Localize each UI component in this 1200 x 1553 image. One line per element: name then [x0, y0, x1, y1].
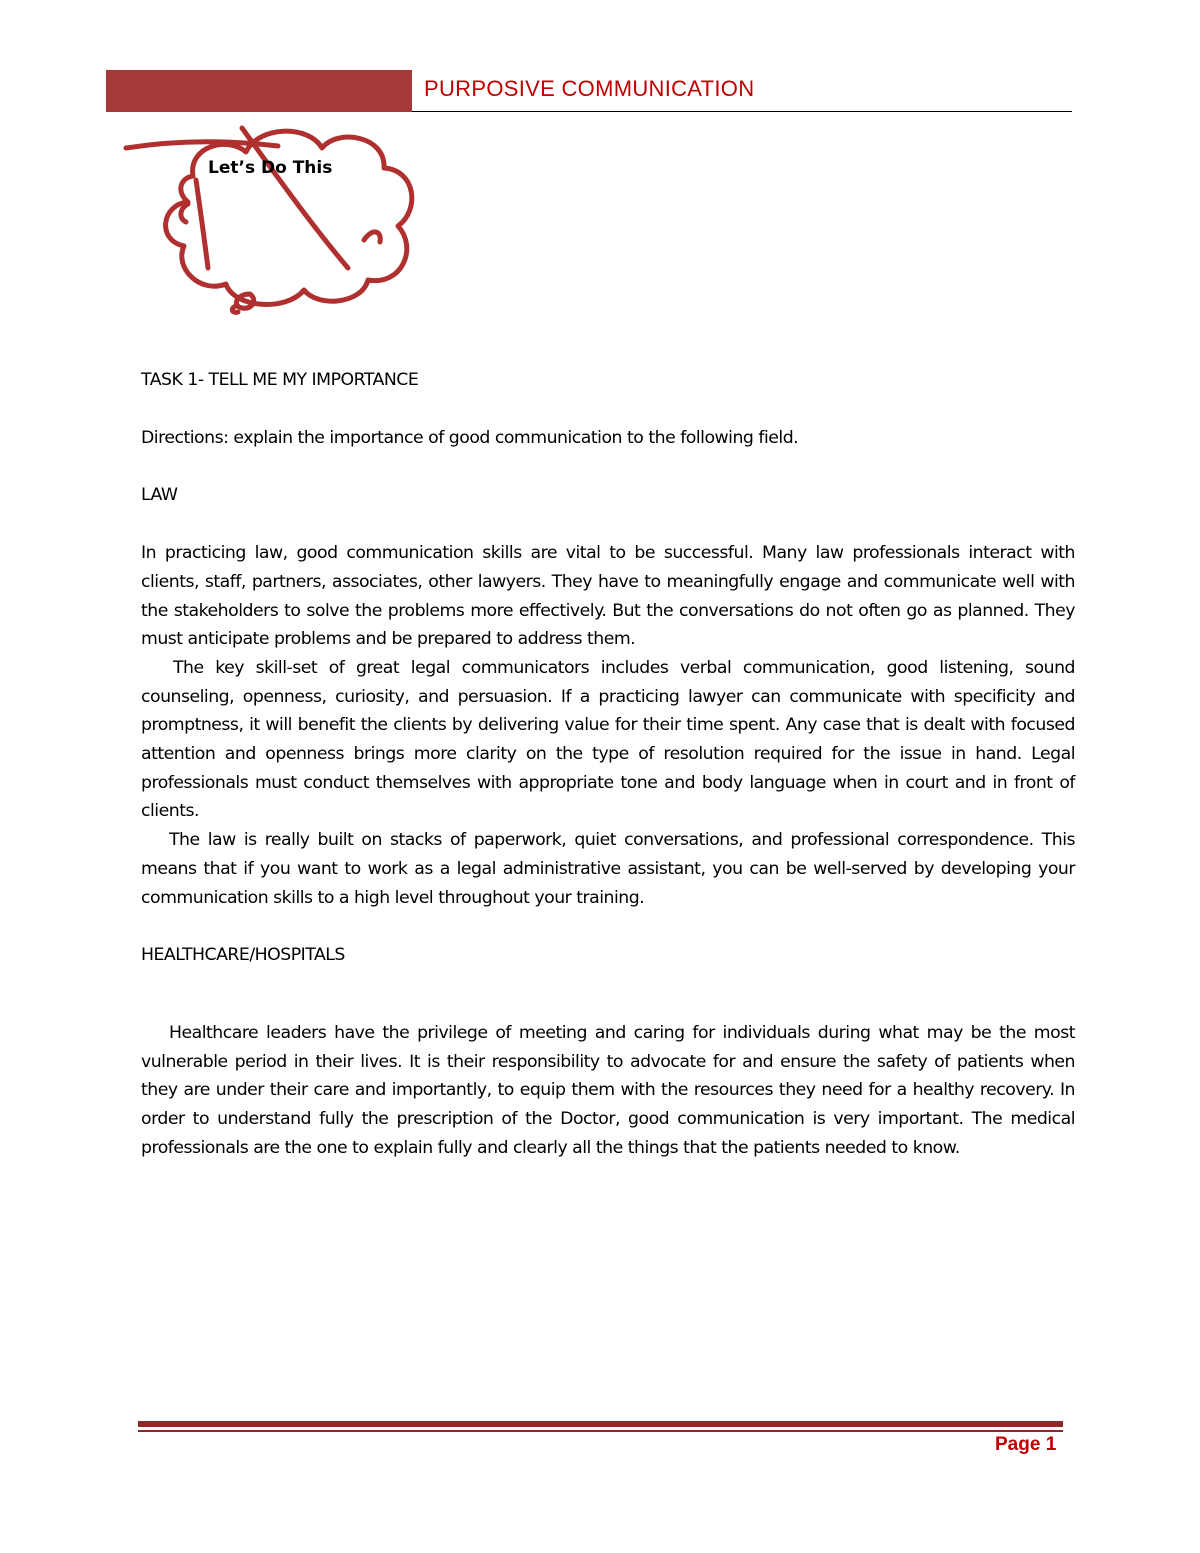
- section-heading-healthcare: HEALTHCARE/HOSPITALS: [141, 945, 345, 966]
- law-paragraph-2: The key skill-set of great legal communicators includes verbal communication, good listening, sound counseling, openness, curiosity, and persuasion. If a practicing lawyer can communicate with specificity and promptness, it will benefit the clients by delivering value for their time spent. Any case that is dealt with focused attention and openness brings more clarity on the type of resolution required for the issue in hand. Legal professionals must conduct themselves with appropriate tone and body language when in court and in front of clients.: [141, 657, 1075, 822]
- page-number: Page 1: [995, 1434, 1057, 1455]
- footer-rule-thick: [138, 1421, 1063, 1427]
- task-title: TASK 1- TELL ME MY IMPORTANCE: [141, 370, 419, 390]
- callout-label: Let’s Do This: [208, 158, 333, 178]
- section-heading-law: LAW: [141, 485, 178, 506]
- thought-cloud-icon: [118, 118, 428, 318]
- header-accent-block: [106, 70, 412, 112]
- healthcare-paragraph-1: Healthcare leaders have the privilege of meeting and caring for individuals during what may be the most vulnerable period in their lives. It is their responsibility to advocate for and ensure the safety of patients when they are under their care and importantly, to equip them with the resources they need for a healthy recovery. In order to understand fully the prescription of the Doctor, good communication is very important. The medical professionals are the one to explain fully and clearly all the things that the patients needed to know.: [141, 1022, 1075, 1158]
- task-directions: Directions: explain the importance of good communication to the following field.: [141, 427, 799, 448]
- header-title: PURPOSIVE COMMUNICATION: [424, 76, 755, 101]
- law-paragraph-3: The law is really built on stacks of paperwork, quiet conversations, and professional correspondence. This means that if you want to work as a legal administrative assistant, you can be well-served by developing your communication skills to a high level throughout your training.: [141, 830, 1075, 908]
- law-paragraph-1: In practicing law, good communication skills are vital to be successful. Many law professionals interact with clients, staff, partners, associates, other lawyers. They have to meaningfully engage and communicate well with the stakeholders to solve the problems more effectively. But the conversations do not often go as planned. They must anticipate problems and be prepared to address them.: [141, 543, 1075, 650]
- header-rule: [412, 111, 1072, 112]
- document-body: [141, 366, 1075, 1162]
- footer-rule-thin: [138, 1430, 1063, 1432]
